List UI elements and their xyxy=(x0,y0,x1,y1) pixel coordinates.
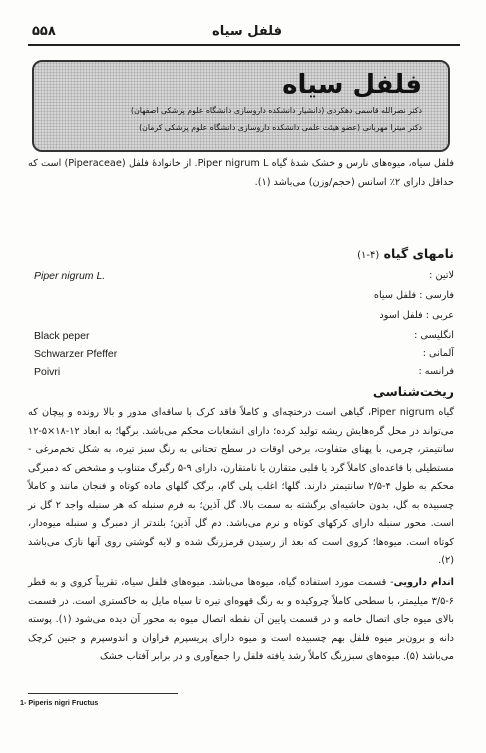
name-label: فارسی : فلفل سیاه xyxy=(373,290,454,301)
author-list xyxy=(42,102,422,136)
name-row-english xyxy=(28,328,454,348)
running-title: فلفل سیاه xyxy=(212,24,282,39)
section-heading-ref: (۴-۱) xyxy=(357,250,380,261)
page-number: ۵۵۸ xyxy=(32,24,56,39)
name-row-arabic xyxy=(28,308,454,328)
author-1: دکتر نصرالله قاسمی دهکردی (دانشیار دانشکده داروسازی دانشگاه علوم پزشکی اصفهان) xyxy=(131,106,422,115)
drug-part-label: اندام دارویی xyxy=(393,577,454,588)
name-label: آلمانی : xyxy=(422,348,454,359)
section-heading-text: نامهای گیاه xyxy=(383,246,454,261)
name-label: فرانسه : xyxy=(418,366,454,377)
section-heading-names xyxy=(357,246,454,261)
drug-part-text: - قسمت مورد استفاده گیاه، میوه‌ها می‌باشد. میوه‌های فلفل سیاه، تقریباً کروی و به قطر ۶-۳/۵ میلیمتر، با سطحی کاملاً چروکیده و به رنگ قهوه‌ای تیره تا سیاه مایل به خاکستری است. در قسمت بالای میوه جای اتصال خامه و در قسمت پایین آن نقطه اتصال میوه به محور آن دیده می‌شود (۱). پوسته دانه و برون‌بر میوه فلفل بهم چسبیده است و میوه دارای پریسپرم فراوان و اندوسپرم و جنین کرچک می‌باشد (۵). میوه‌های سبزرنگ کاملاً رشد یافته فلفل را جمع‌آوری و در برابر آفتاب خشک xyxy=(28,577,454,662)
name-row-french xyxy=(28,364,454,384)
running-header xyxy=(28,22,460,46)
name-label: لاتین : xyxy=(429,270,454,281)
intro-paragraph: فلفل سیاه، میوه‌های نارس و خشک شدهٔ گیاه Piper nigrum L. از خانوادهٔ فلفل (Piperaceae) است که حداقل دارای ۲٪ اسانس (حجم/وزن) می‌باشد (۱). xyxy=(28,158,454,188)
article-title: فلفل سیاه xyxy=(282,70,422,100)
name-row-latin xyxy=(28,268,454,288)
name-label: عربی : فلفل اسود xyxy=(379,310,454,321)
title-box xyxy=(32,60,450,152)
author-2: دکتر میترا مهربانی (عضو هیئت علمی دانشکده داروسازی دانشگاه علوم پزشکی کرمان) xyxy=(139,123,422,132)
name-row-persian xyxy=(28,288,454,308)
drug-part-paragraph xyxy=(28,574,454,667)
name-value: Black peper xyxy=(34,330,90,342)
name-row-german xyxy=(28,346,454,366)
section-heading-morphology: ریخت‌شناسی xyxy=(372,384,454,399)
footnote: 1- Piperis nigri Fructus xyxy=(20,698,99,707)
footnote-rule xyxy=(28,693,178,694)
name-label: انگلیسی : xyxy=(414,330,454,341)
name-value: Schwarzer Pfeffer xyxy=(34,348,118,360)
name-value: Poivri xyxy=(34,366,61,378)
morphology-paragraph: گیاه Piper nigrum، گیاهی است درختچه‌ای و کاملاً فاقد کرک با ساقه‌ای مدور و بالا رونده و پیچان که می‌تواند در محل گره‌هایش ریشه تولید کرده؛ دارای انشعابات محکم می‌باشد. برگها؛ به ابعاد ۱۲-۱۸×۵-۱۲ سانتیمتر، چرمی، با پهنای متفاوت، برخی اوقات در سطح تحتانی به رنگ سبز تیره، به شکل تخم‌مرغی - مستطیلی با قاعده‌ای کاملاً گرد یا قلبی متقارن یا نامتقارن، دارای ۹-۵ رگبرگ متناوب و مشخص که دمبرگی محکم به طول ۴-۲/۵ سانتیمتر دارند. گلها؛ اغلب پلی گام، برگک گلهای ماده کوتاه و فنجان مانند و کاملاً چسبیده به گل، بدون حاشیه‌ای برگشته به سمت بالا. گل آذین؛ به فرم سنبله که هر سنبله واجد ۲ گل نر است. محور سنبله دارای کرکهای کوتاه و نرم می‌باشد. دم گل آذین؛ بلندتر از دمبرگ و سنبله میوه‌دار، کوتاه است. میوه‌ها؛ کروی است که بعد از رسیدن قرمزرنگ شده و لایه گوشتی روی آنها نازک می‌باشد (۲). xyxy=(28,407,455,566)
name-value: Piper nigrum L. xyxy=(34,270,106,282)
